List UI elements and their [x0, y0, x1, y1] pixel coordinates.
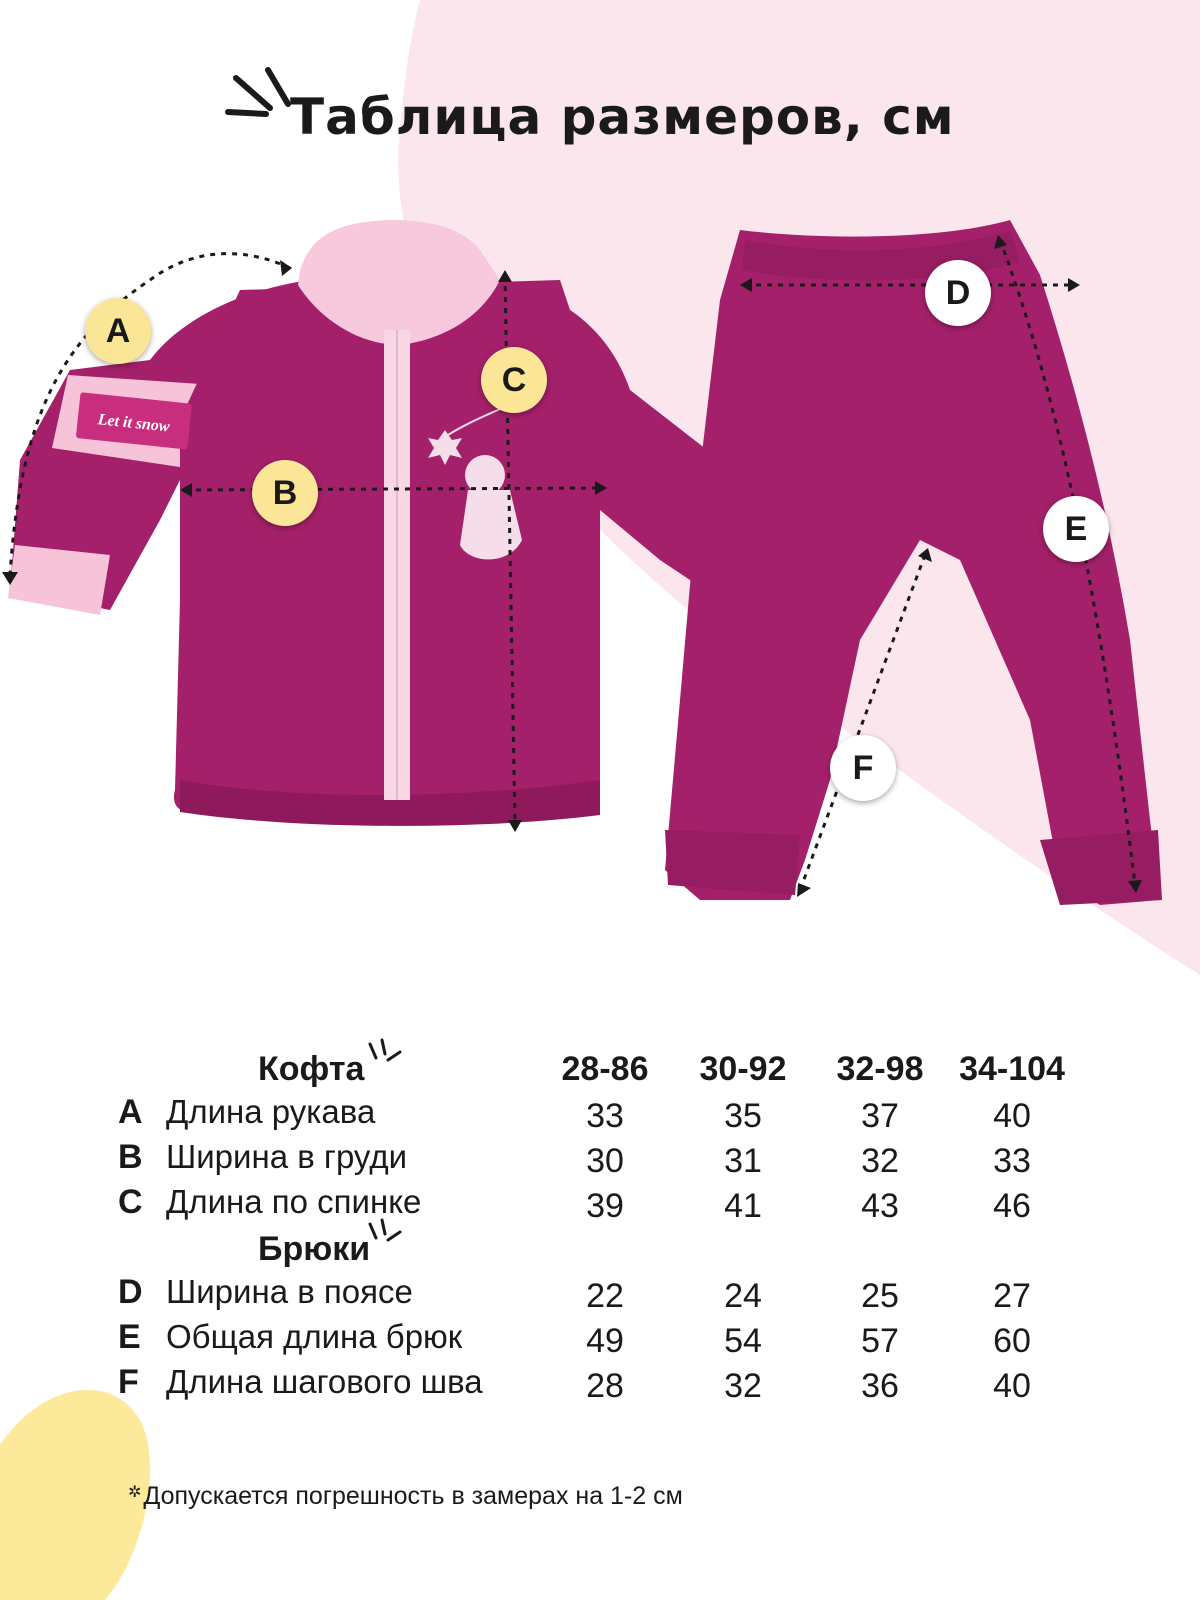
table-row — [118, 1363, 1118, 1407]
footnote-text: Допускается погрешность в замерах на 1-2 см — [143, 1482, 683, 1510]
cell-value: 33 — [586, 1097, 624, 1135]
cell-value: 22 — [586, 1277, 624, 1315]
sleeve-cuff — [8, 545, 110, 615]
row-letter: F — [118, 1363, 139, 1401]
column-header: 34-104 — [959, 1050, 1065, 1088]
cell-value: 32 — [861, 1142, 899, 1180]
right-pant-cuff — [1040, 830, 1162, 905]
cell-value: 57 — [861, 1322, 899, 1360]
cell-value: 40 — [993, 1367, 1031, 1405]
marker-a: A — [85, 298, 151, 364]
footnote — [128, 1482, 683, 1511]
cell-value: 36 — [861, 1367, 899, 1405]
marker-d: D — [925, 260, 991, 326]
row-letter: B — [118, 1138, 143, 1176]
cell-value: 41 — [724, 1187, 762, 1225]
cell-value: 49 — [586, 1322, 624, 1360]
table-row — [118, 1318, 1118, 1362]
column-header: 30-92 — [699, 1050, 787, 1088]
cell-value: 25 — [861, 1277, 899, 1315]
cell-value: 60 — [993, 1322, 1031, 1360]
left-cuff — [665, 830, 800, 895]
row-label: Длина рукава — [166, 1093, 376, 1130]
cell-value: 35 — [724, 1097, 762, 1135]
row-label: Ширина в поясе — [166, 1273, 413, 1310]
cell-value: 43 — [861, 1187, 899, 1225]
cell-value: 32 — [724, 1367, 762, 1405]
marker-e: E — [1043, 496, 1109, 562]
section-title-jacket: Кофта — [258, 1050, 365, 1088]
column-header: 28-86 — [561, 1050, 649, 1088]
row-label: Ширина в груди — [166, 1138, 408, 1175]
cell-value: 37 — [861, 1097, 899, 1135]
row-label: Длина шагового шва — [166, 1363, 483, 1400]
cell-value: 33 — [993, 1142, 1031, 1180]
row-label: Общая длина брюк — [166, 1318, 463, 1355]
marker-c: C — [481, 347, 547, 413]
asterisk-icon: ✲ — [128, 1484, 142, 1501]
section-title-pants: Брюки — [258, 1230, 371, 1268]
cell-value: 24 — [724, 1277, 762, 1315]
cell-value: 30 — [586, 1142, 624, 1180]
table-row — [118, 1183, 1118, 1227]
cell-value: 46 — [993, 1187, 1031, 1225]
cell-value: 31 — [724, 1142, 762, 1180]
marker-b: B — [252, 460, 318, 526]
cell-value: 40 — [993, 1097, 1031, 1135]
row-letter: E — [118, 1318, 141, 1356]
row-letter: C — [118, 1183, 143, 1221]
table-row — [118, 1138, 1118, 1182]
cell-value: 39 — [586, 1187, 624, 1225]
row-letter: A — [118, 1093, 143, 1131]
cell-value: 28 — [586, 1367, 624, 1405]
row-label: Длина по спинке — [166, 1183, 422, 1220]
page-title: Таблица размеров, см — [290, 88, 955, 146]
table-row — [118, 1093, 1118, 1137]
marker-f: F — [830, 735, 896, 801]
row-letter: D — [118, 1273, 143, 1311]
table-row — [118, 1273, 1118, 1317]
cell-value: 54 — [724, 1322, 762, 1360]
let-it-snow-text: Let it snow — [96, 411, 171, 436]
cell-value: 27 — [993, 1277, 1031, 1315]
column-header: 32-98 — [836, 1050, 924, 1088]
